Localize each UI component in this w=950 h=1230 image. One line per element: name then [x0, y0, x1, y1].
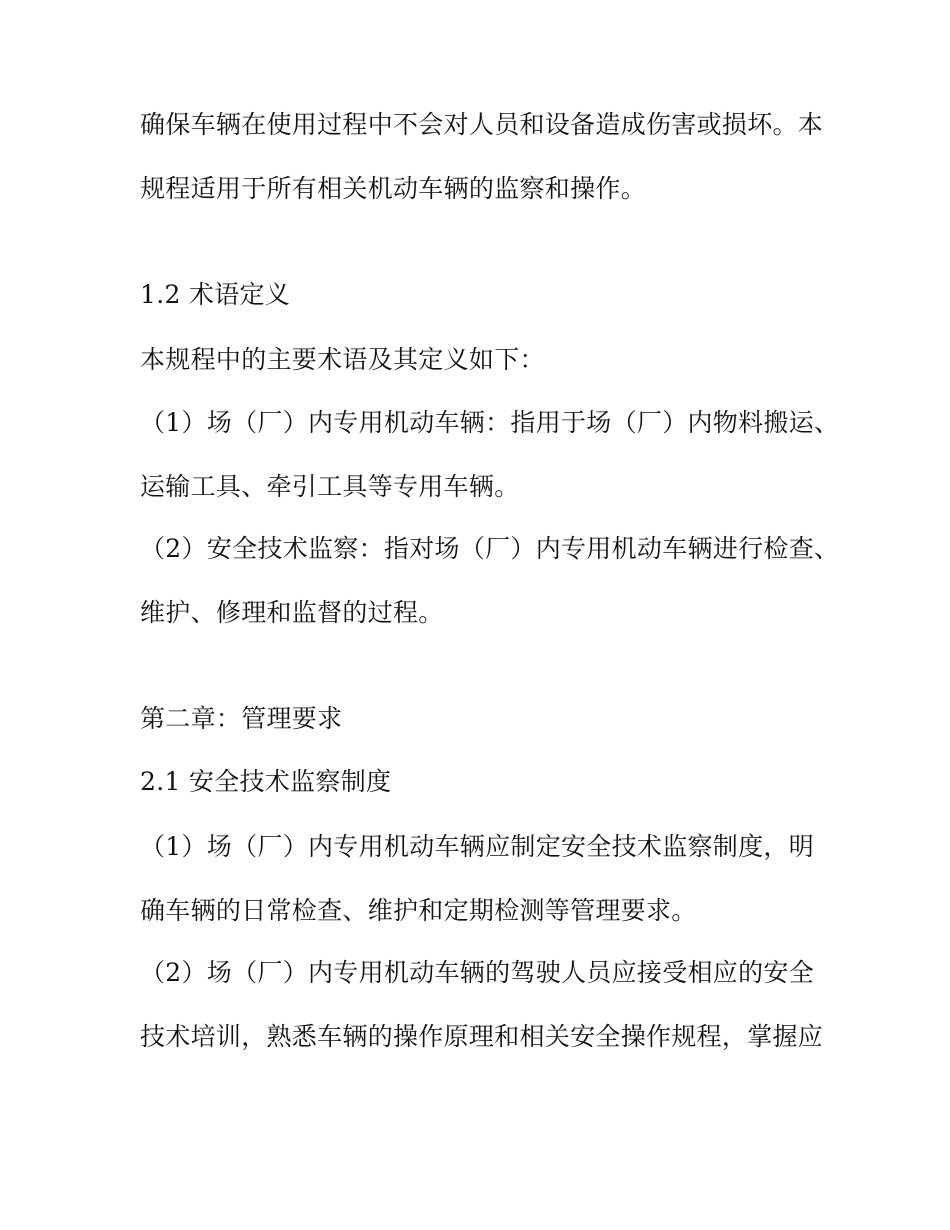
paragraph-line: 本规程中的主要术语及其定义如下：	[140, 345, 545, 374]
paragraph-line: 运输工具、牵引工具等专用车辆。	[140, 472, 520, 501]
section-heading: 2.1 安全技术监察制度	[140, 767, 392, 796]
chapter-heading: 第二章：管理要求	[140, 704, 343, 733]
paragraph-line: 确保车辆在使用过程中不会对人员和设备造成伤害或损坏。本	[140, 110, 824, 139]
paragraph-line: 规程适用于所有相关机动车辆的监察和操作。	[140, 174, 647, 203]
list-item: （1）场（厂）内专用机动车辆：指用于场（厂）内物料搬运、	[140, 408, 840, 437]
list-item: （2）安全技术监察：指对场（厂）内专用机动车辆进行检查、	[140, 534, 840, 563]
list-item: （2）场（厂）内专用机动车辆的驾驶人员应接受相应的安全	[140, 958, 815, 987]
paragraph-line: 确车辆的日常检查、维护和定期检测等管理要求。	[140, 896, 697, 925]
section-heading: 1.2 术语定义	[140, 280, 291, 309]
paragraph-line: 维护、修理和监督的过程。	[140, 598, 444, 627]
list-item: （1）场（厂）内专用机动车辆应制定安全技术监察制度，明	[140, 832, 815, 861]
paragraph-line: 技术培训，熟悉车辆的操作原理和相关安全操作规程，掌握应	[140, 1022, 824, 1051]
